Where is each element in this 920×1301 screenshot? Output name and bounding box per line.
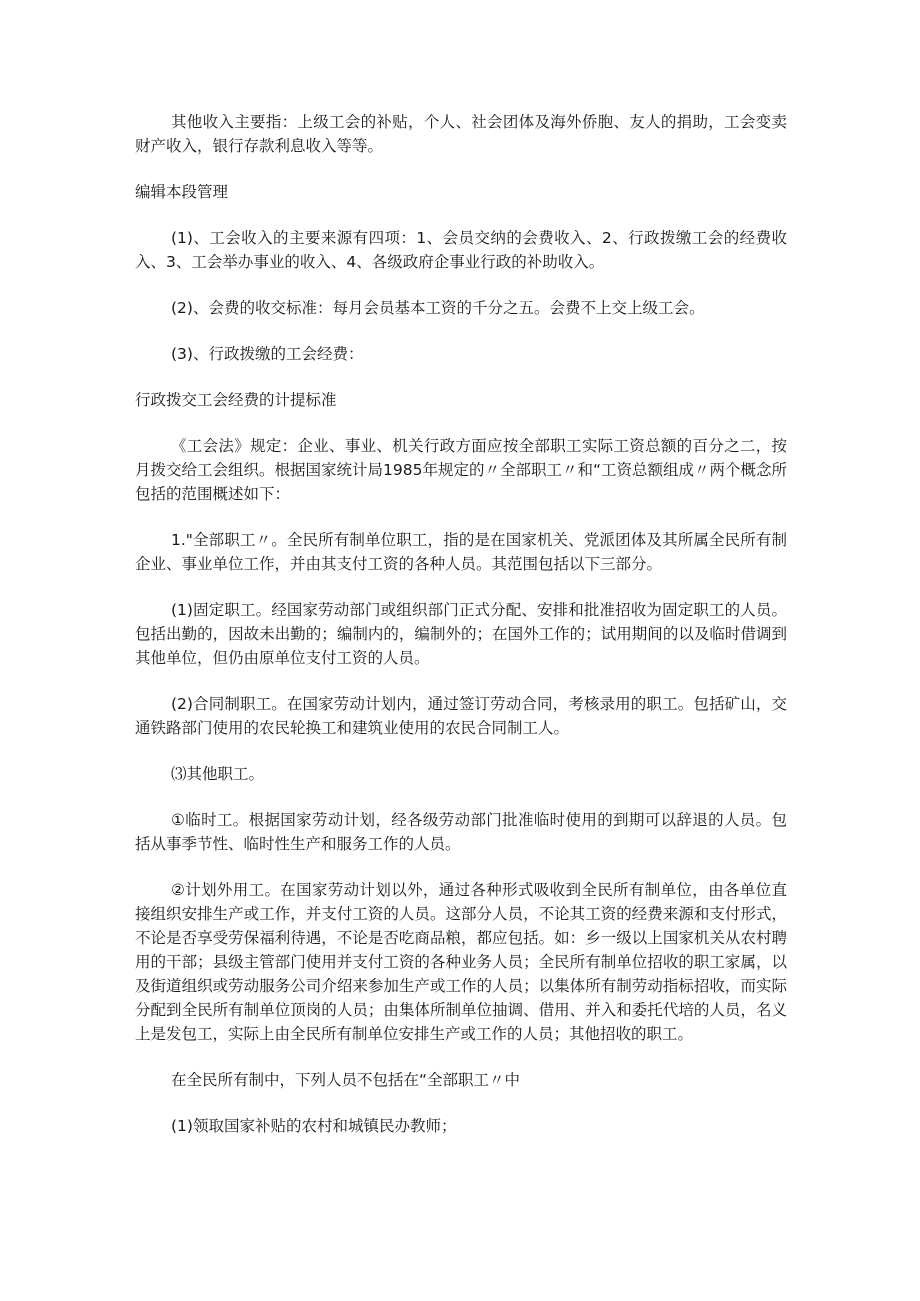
- paragraph-all-staff: 1."全部职工〃。全民所有制单位职工，指的是在国家机关、党派团体及其所属全民所有制企业、事业单位工作，并由其支付工资的各种人员。其范围包括以下三部分。: [135, 531, 787, 573]
- paragraph-unplanned-workers: ②计划外用工。在国家劳动计划以外，通过各种形式吸收到全民所有制单位，由各单位直接组织安排生产或工作，并支付工资的人员。这部分人员，不论其工资的经费来源和支付形式，不论是否享受劳保福利待遇，不论是否吃商品粮，都应包括。如：乡一级以上国家机关从农村聘用的干部；县级主管部门使用并支付工资的各种业务人员；全民所有制单位招收的职工家属，以及街道组织或劳动服务公司介绍来参加生产或工作的人员；以集体所有制劳动指标招收，而实际分配到全民所有制单位顶岗的人员；由集体所制单位抽调、借用、并入和委托代培的人员，名义上是发包工，实际上由全民所有制单位安排生产或工作的人员；其他招收的职工。: [135, 881, 787, 1043]
- paragraph-other-income: 其他收入主要指：上级工会的补贴，个人、社会团体及海外侨胞、友人的捐助，工会变卖财产收入，银行存款利息收入等等。: [135, 113, 787, 155]
- paragraph-temporary-workers: ①临时工。根据国家劳动计划，经各级劳动部门批准临时使用的到期可以辞退的人员。包括从事季节性、临时性生产和服务工作的人员。: [135, 811, 787, 853]
- paragraph-private-teachers: (1)领取国家补贴的农村和城镇民办教师；: [171, 1117, 457, 1135]
- paragraph-union-law: 《工会法》规定：企业、事业、机关行政方面应按全部职工实际工资总额的百分之二，按月拨交给工会组织。根据国家统计局1985年规定的〃全部职工〃和“工资总额组成〃两个概念所包括的范围概述如下：: [135, 437, 787, 503]
- section-heading-fund-standard: 行政拨交工会经费的计提标准: [135, 391, 337, 409]
- paragraph-exclusions: 在全民所有制中，下列人员不包括在“全部职工〃中: [171, 1071, 521, 1089]
- paragraph-other-staff: ⑶其他职工。: [171, 765, 265, 783]
- document-page: [135, 110, 787, 1138]
- paragraph-income-sources: (1)、工会收入的主要来源有四项：1、会员交纳的会费收入、2、行政拨缴工会的经费收入、3、工会举办事业的收入、4、各级政府企事业行政的补助收入。: [135, 229, 787, 271]
- paragraph-fixed-staff: (1)固定职工。经国家劳动部门或组织部门正式分配、安排和批准招收为固定职工的人员。包括出勤的，因故未出勤的；编制内的，编制外的；在国外工作的；试用期间的以及临时借调到其他单位，但仍由原单位支付工资的人员。: [135, 601, 787, 667]
- paragraph-contract-staff: (2)合同制职工。在国家劳动计划内，通过签订劳动合同，考核录用的职工。包括矿山，交通铁路部门使用的农民轮换工和建筑业使用的农民合同制工人。: [135, 695, 787, 737]
- section-heading-management: 编辑本段管理: [135, 183, 229, 201]
- paragraph-fee-standard: (2)、会费的收交标准：每月会员基本工资的千分之五。会费不上交上级工会。: [171, 299, 705, 317]
- paragraph-admin-fund: (3)、行政拨缴的工会经费：: [171, 345, 364, 363]
